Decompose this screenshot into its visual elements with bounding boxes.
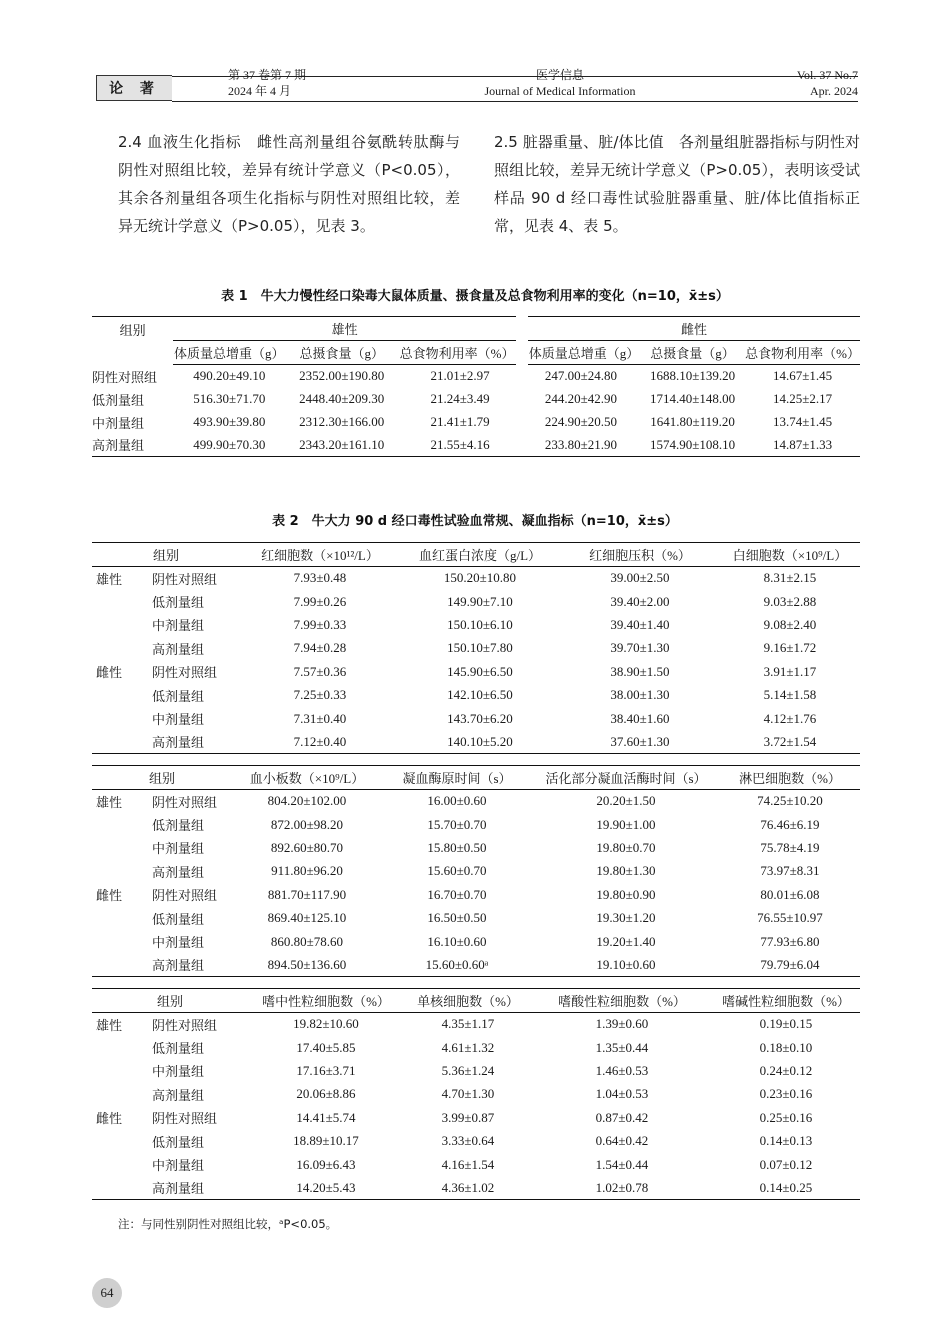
table2-value-cell: 16.00±0.60 <box>427 793 487 809</box>
table2-value-cell: 7.99±0.33 <box>293 616 347 632</box>
table2-value-cell: 3.99±0.87 <box>441 1109 495 1125</box>
table2-group-cell: 低剂量组 <box>152 818 205 834</box>
table2-value-cell: 14.41±5.74 <box>296 1109 356 1125</box>
publish-date: 2024 年 4 月 <box>228 84 292 98</box>
table2-value-cell: 80.01±6.08 <box>760 886 820 902</box>
table2-group-cell: 阴性对照组 <box>152 1017 218 1033</box>
table2-sex-cell <box>92 1129 152 1152</box>
table2-value-cell: 0.14±0.13 <box>759 1133 813 1149</box>
table2-value-cell: 1.04±0.53 <box>595 1086 649 1102</box>
table2-value-cell: 3.72±1.54 <box>720 730 860 753</box>
table2-group-header: 组别 <box>92 543 240 567</box>
table2-column-header: 血小板数（×10⁹/L） <box>232 766 382 790</box>
table-row <box>92 637 860 660</box>
table-row <box>92 953 860 976</box>
table2-sex-cell: 雄性 <box>96 1017 123 1033</box>
table-row <box>92 1129 860 1152</box>
table2-value-cell: 7.57±0.36 <box>293 663 347 679</box>
table1-value-cell: 224.90±20.50 <box>544 414 618 429</box>
table1-value-cell: 21.24±3.49 <box>430 391 490 406</box>
table2-value-cell: 19.80±0.90 <box>596 886 656 902</box>
table2-value-cell: 38.90±1.50 <box>610 663 670 679</box>
table2-value-cell: 0.07±0.12 <box>759 1156 813 1172</box>
table2-column-header: 红细胞压积（%） <box>560 543 720 567</box>
table2-sex-cell <box>92 730 152 753</box>
table2-sex-cell <box>92 613 152 636</box>
table2-sex-cell: 雌性 <box>96 665 123 681</box>
table2-value-cell: 869.40±125.10 <box>267 910 347 926</box>
table2-block2 <box>92 765 860 977</box>
table2-sex-cell <box>92 683 152 706</box>
table1-value-cell: 14.87±1.33 <box>745 434 860 457</box>
table-row <box>92 1176 860 1199</box>
table2-group-cell: 高剂量组 <box>152 1176 248 1199</box>
table1-subheader: 总食物利用率（%） <box>745 341 860 365</box>
table2-value-cell: 0.87±0.42 <box>595 1109 649 1125</box>
table-row <box>92 1083 860 1106</box>
table2-sex-cell <box>92 953 152 976</box>
table2-group-cell: 低剂量组 <box>152 1041 205 1057</box>
table2-value-cell: 149.90±7.10 <box>447 593 513 609</box>
table2-group-cell: 中剂量组 <box>152 618 205 634</box>
table2-sex-cell <box>92 930 152 953</box>
table2-value-cell: 0.18±0.10 <box>759 1039 813 1055</box>
table1-caption: 表 1 牛大力慢性经口染毒大鼠体质量、摄食量及总食物利用率的变化（n=10，x̄±s） <box>221 289 729 304</box>
table2-column-header: 血红蛋白浓度（g/L） <box>400 543 560 567</box>
table2-value-cell: 75.78±4.19 <box>760 839 820 855</box>
table1-value-cell: 2352.00±190.80 <box>299 368 385 384</box>
table2-value-cell: 1.02±0.78 <box>532 1176 712 1199</box>
table2-value-cell: 150.20±10.80 <box>443 570 517 586</box>
table2-group-cell: 阴性对照组 <box>152 794 218 810</box>
table2-value-cell: 894.50±136.60 <box>232 953 382 976</box>
table-header-row <box>92 989 860 1013</box>
table-row <box>92 930 860 953</box>
table2-sex-cell: 雌性 <box>96 888 123 904</box>
table2-sex-cell <box>92 860 152 883</box>
table2-value-cell: 4.16±1.54 <box>441 1156 495 1172</box>
table2-value-cell: 18.89±10.17 <box>293 1133 359 1149</box>
table2-value-cell: 20.06±8.86 <box>296 1086 356 1102</box>
table2-sex-cell: 雄性 <box>96 794 123 810</box>
table1-subheader: 总摄食量（g） <box>640 341 745 365</box>
table2-group-cell: 中剂量组 <box>152 935 205 951</box>
journal-title-cn: 医学信息 <box>535 68 584 82</box>
table2-sex-cell: 雄性 <box>96 571 123 587</box>
table-row <box>92 813 860 836</box>
table2-value-cell: 7.31±0.40 <box>293 710 347 726</box>
table2-value-cell: 20.20±1.50 <box>596 793 656 809</box>
table1-value-cell: 233.80±21.90 <box>522 434 640 457</box>
table2-sex-cell <box>92 707 152 730</box>
table1-value-cell: 21.55±4.16 <box>398 434 522 457</box>
table1-male-header: 雄性 <box>173 317 522 341</box>
table1-value-cell: 13.74±1.45 <box>772 414 833 429</box>
table1-group-cell: 高剂量组 <box>92 434 173 457</box>
table-row <box>92 388 860 411</box>
table2-group-cell: 高剂量组 <box>152 641 205 657</box>
section-tag: 论 著 <box>96 75 172 101</box>
table2-value-cell: 7.93±0.48 <box>293 570 347 586</box>
header-rule-bottom <box>172 101 858 102</box>
volume-en: Vol. 37 No.7 <box>796 68 858 82</box>
table1-value-cell: 1641.80±119.20 <box>650 414 735 429</box>
table1-value-cell: 516.30±71.70 <box>193 391 266 406</box>
table2-value-cell: 7.25±0.33 <box>293 687 347 703</box>
table2-value-cell: 7.12±0.40 <box>240 730 400 753</box>
table2-caption: 表 2 牛大力 90 d 经口毒性试验血常规、凝血指标（n=10，x̄±s） <box>272 514 678 529</box>
table2-value-cell: 892.60±80.70 <box>270 839 344 855</box>
table2-value-cell: 37.60±1.30 <box>560 730 720 753</box>
table-row <box>92 790 860 813</box>
table1-value-cell: 14.67±1.45 <box>772 368 833 384</box>
table-row <box>92 1106 860 1129</box>
date-en: Apr. 2024 <box>810 84 858 98</box>
table2-sex-cell <box>92 1036 152 1059</box>
table2-value-cell: 4.61±1.32 <box>441 1039 495 1055</box>
table1-value-cell: 2343.20±161.10 <box>285 434 398 457</box>
table2-value-cell: 4.12±1.76 <box>763 710 817 726</box>
table1-value-cell: 490.20±49.10 <box>193 368 266 384</box>
table2-value-cell: 4.70±1.30 <box>441 1086 495 1102</box>
table2-sex-cell <box>92 637 152 660</box>
table2-group-cell: 高剂量组 <box>152 730 240 753</box>
table2-sex-cell <box>92 906 152 929</box>
table2-value-cell: 16.50±0.50 <box>427 910 487 926</box>
table2-group-cell: 阴性对照组 <box>152 888 218 904</box>
table2-value-cell: 143.70±6.20 <box>447 710 513 726</box>
table1-value-cell: 1688.10±139.20 <box>649 368 736 384</box>
table2-sex-cell <box>92 1176 152 1199</box>
table-row <box>92 1153 860 1176</box>
table2-group-cell: 高剂量组 <box>152 864 205 880</box>
table-row <box>92 567 860 590</box>
table2-value-cell: 7.99±0.26 <box>293 593 347 609</box>
table2-column-header: 红细胞数（×10¹²/L） <box>240 543 400 567</box>
table2-value-cell: 3.33±0.64 <box>441 1133 495 1149</box>
table2-value-cell: 0.19±0.15 <box>759 1016 813 1032</box>
table2-value-cell: 5.14±1.58 <box>763 687 817 703</box>
table2-value-cell: 911.80±96.20 <box>271 863 343 879</box>
table2-group-cell: 中剂量组 <box>152 1158 205 1174</box>
table-row <box>92 1059 860 1082</box>
table2-block3 <box>92 988 860 1200</box>
paragraph-2-4: 2.4 血液生化指标 雌性高剂量组谷氨酰转肽酶与阴性对照组比较，差异有统计学意义（P<0.05），其余各剂量组各项生化指标与阴性对照组比较，差异无统计学意义（P>0.05），见表 3。 <box>118 133 460 235</box>
table2-value-cell: 142.10±6.50 <box>447 687 513 703</box>
table2-value-cell: 19.30±1.20 <box>596 910 656 926</box>
table1-value-cell: 244.20±42.90 <box>544 391 618 406</box>
table2-value-cell: 19.80±1.30 <box>596 863 656 879</box>
table2-value-cell: 7.94±0.28 <box>293 640 347 656</box>
table1-group-cell: 低剂量组 <box>92 392 145 408</box>
table2-value-cell: 881.70±117.90 <box>267 886 347 902</box>
table2-value-cell: 16.70±0.70 <box>427 886 487 902</box>
table1-group-header: 组别 <box>92 317 173 365</box>
table2-value-cell: 38.00±1.30 <box>610 687 670 703</box>
table2-value-cell: 19.90±1.00 <box>596 816 656 832</box>
table-row <box>92 836 860 859</box>
table2-value-cell: 9.08±2.40 <box>763 616 817 632</box>
table2-value-cell: 16.09±6.43 <box>296 1156 356 1172</box>
table2-value-cell: 17.40±5.85 <box>296 1039 356 1055</box>
table2-value-cell: 8.31±2.15 <box>763 570 817 586</box>
table2-value-cell: 872.00±98.20 <box>270 816 344 832</box>
table2-value-cell: 9.03±2.88 <box>763 593 817 609</box>
table1-group-cell: 中剂量组 <box>92 415 145 431</box>
table-header-row <box>92 543 860 567</box>
table2-value-cell: 39.00±2.50 <box>610 570 670 586</box>
table2-group-cell: 低剂量组 <box>152 911 205 927</box>
table2-value-cell: 804.20±102.00 <box>267 793 347 809</box>
table2-group-header: 组别 <box>92 989 248 1013</box>
table-row <box>92 590 860 613</box>
table-row <box>92 613 860 636</box>
table2-group-cell: 阴性对照组 <box>152 665 218 681</box>
table2-value-cell: 1.35±0.44 <box>595 1039 649 1055</box>
table2-column-header: 嗜中性粒细胞数（%） <box>248 989 404 1013</box>
table2-value-cell: 5.36±1.24 <box>441 1062 495 1078</box>
table1-value-cell: 14.25±2.17 <box>772 391 833 406</box>
journal-title-en: Journal of Medical Information <box>484 84 636 98</box>
table2-value-cell: 14.20±5.43 <box>248 1176 404 1199</box>
table1-value-cell: 21.01±2.97 <box>430 368 490 384</box>
table2-value-cell: 0.23±0.16 <box>759 1086 813 1102</box>
table2-group-cell: 中剂量组 <box>152 1064 205 1080</box>
table1-subheader: 体质量总增重（g） <box>522 341 640 365</box>
table2-sex-cell <box>92 813 152 836</box>
table2-value-cell: 0.64±0.42 <box>595 1133 649 1149</box>
table2-value-cell: 860.80±78.60 <box>270 933 344 949</box>
table2-value-cell: 3.91±1.17 <box>763 663 817 679</box>
table2-value-cell: 1.54±0.44 <box>595 1156 649 1172</box>
table2-sex-cell <box>92 1059 152 1082</box>
table2-column-header: 嗜酸性粒细胞数（%） <box>532 989 712 1013</box>
table1-value-cell: 247.00±24.80 <box>544 368 618 384</box>
table2-block1 <box>92 542 860 754</box>
table2-sex-cell <box>92 1153 152 1176</box>
table-row <box>92 365 860 388</box>
table2-value-cell: 150.10±6.10 <box>447 616 513 632</box>
table2-sex-cell <box>92 1083 152 1106</box>
table2-group-cell: 高剂量组 <box>152 953 232 976</box>
table2-value-cell: 19.20±1.40 <box>596 933 656 949</box>
volume-issue: 第 37 卷第 7 期 <box>228 68 307 82</box>
table-row <box>92 411 860 434</box>
table1 <box>92 316 860 457</box>
table2-sex-cell: 雌性 <box>96 1111 123 1127</box>
table2-value-cell: 38.40±1.60 <box>610 710 670 726</box>
table2-value-cell: 19.10±0.60 <box>532 953 720 976</box>
page-number: 64 <box>92 1278 122 1308</box>
table2-value-cell: 4.36±1.02 <box>404 1176 532 1199</box>
table2-sex-cell <box>92 836 152 859</box>
table-row <box>92 683 860 706</box>
table2-value-cell: 76.55±10.97 <box>757 910 823 926</box>
table2-value-cell: 0.25±0.16 <box>759 1109 813 1125</box>
table1-subheader: 体质量总增重（g） <box>173 341 285 365</box>
table-row <box>92 1036 860 1059</box>
table2-group-cell: 低剂量组 <box>152 688 205 704</box>
table-row <box>92 883 860 906</box>
table1-value-cell: 493.90±39.80 <box>193 414 266 429</box>
table2-value-cell: 16.10±0.60 <box>427 933 487 949</box>
table-row <box>92 906 860 929</box>
table2-group-cell: 中剂量组 <box>152 712 205 728</box>
table2-group-cell: 阴性对照组 <box>152 1111 218 1127</box>
table1-value-cell: 2448.40±209.30 <box>299 391 385 406</box>
table2-column-header: 嗜碱性粒细胞数（%） <box>712 989 860 1013</box>
table2-value-cell: 9.16±1.72 <box>763 640 817 656</box>
table-row <box>92 434 860 457</box>
table2-value-cell: 76.46±6.19 <box>760 816 820 832</box>
table2-value-cell: 150.10±7.80 <box>447 640 513 656</box>
table1-subheader: 总摄食量（g） <box>285 341 398 365</box>
table-row <box>92 730 860 753</box>
table1-value-cell: 21.41±1.79 <box>430 414 490 429</box>
table2-value-cell: 1.46±0.53 <box>595 1062 649 1078</box>
table2-value-cell: 73.97±8.31 <box>760 863 820 879</box>
table2-group-cell: 低剂量组 <box>152 595 205 611</box>
table1-group-cell: 阴性对照组 <box>92 369 158 385</box>
table2-column-header: 凝血酶原时间（s） <box>382 766 532 790</box>
table2-group-cell: 高剂量组 <box>152 1087 205 1103</box>
table2-column-header: 白细胞数（×10⁹/L） <box>720 543 860 567</box>
table2-column-header: 淋巴细胞数（%） <box>720 766 860 790</box>
table2-group-cell: 低剂量组 <box>152 1134 205 1150</box>
table2-value-cell: 17.16±3.71 <box>296 1062 356 1078</box>
table2-value-cell: 77.93±6.80 <box>760 933 820 949</box>
table2-group-cell: 阴性对照组 <box>152 571 218 587</box>
table2-value-cell: 15.60±0.70 <box>427 863 487 879</box>
table2-value-cell: 4.35±1.17 <box>441 1016 495 1032</box>
table2-value-cell: 0.24±0.12 <box>759 1062 813 1078</box>
table2-value-cell: 145.90±6.50 <box>447 663 513 679</box>
table2-column-header: 活化部分凝血活酶时间（s） <box>532 766 720 790</box>
table2-value-cell: 19.80±0.70 <box>596 839 656 855</box>
table2-sex-cell <box>92 590 152 613</box>
table2-value-cell: 79.79±6.04 <box>720 953 860 976</box>
table2-value-cell: 39.70±1.30 <box>610 640 670 656</box>
table2-value-cell: 39.40±2.00 <box>610 593 670 609</box>
table2-value-cell: 15.80±0.50 <box>427 839 487 855</box>
table2-value-cell: 39.40±1.40 <box>610 616 670 632</box>
table2-note: 注：与同性别阴性对照组比较，ᵃP<0.05。 <box>118 1217 338 1231</box>
table1-value-cell: 1574.90±108.10 <box>640 434 745 457</box>
table1-value-cell: 1714.40±148.00 <box>649 391 736 406</box>
table2-value-cell: 1.39±0.60 <box>595 1016 649 1032</box>
table2-value-cell: 15.70±0.70 <box>427 816 487 832</box>
table2-group-cell: 中剂量组 <box>152 841 205 857</box>
table2-value-cell: 15.60±0.60ᵃ <box>382 953 532 976</box>
table2-column-header: 单核细胞数（%） <box>404 989 532 1013</box>
table-header-row <box>92 766 860 790</box>
table-row <box>92 1013 860 1036</box>
paragraph-2-5: 2.5 脏器重量、脏/体比值 各剂量组脏器指标与阴性对照组比较，差异无统计学意义（P>0.05），表明该受试样品 90 d 经口毒性试验脏器重量、脏/体比值指标正常，见表 4、表 5。 <box>494 133 860 235</box>
table1-value-cell: 2312.30±166.00 <box>299 414 385 429</box>
table1-subheader: 总食物利用率（%） <box>398 341 522 365</box>
table-row <box>92 860 860 883</box>
table2-value-cell: 0.14±0.25 <box>712 1176 860 1199</box>
table1-female-header: 雌性 <box>522 317 860 341</box>
table2-value-cell: 140.10±5.20 <box>400 730 560 753</box>
table1-value-cell: 499.90±70.30 <box>173 434 285 457</box>
table2-group-header: 组别 <box>92 766 232 790</box>
table-row <box>92 660 860 683</box>
table2-value-cell: 19.82±10.60 <box>293 1016 359 1032</box>
table2-value-cell: 74.25±10.20 <box>757 793 823 809</box>
table-row <box>92 707 860 730</box>
